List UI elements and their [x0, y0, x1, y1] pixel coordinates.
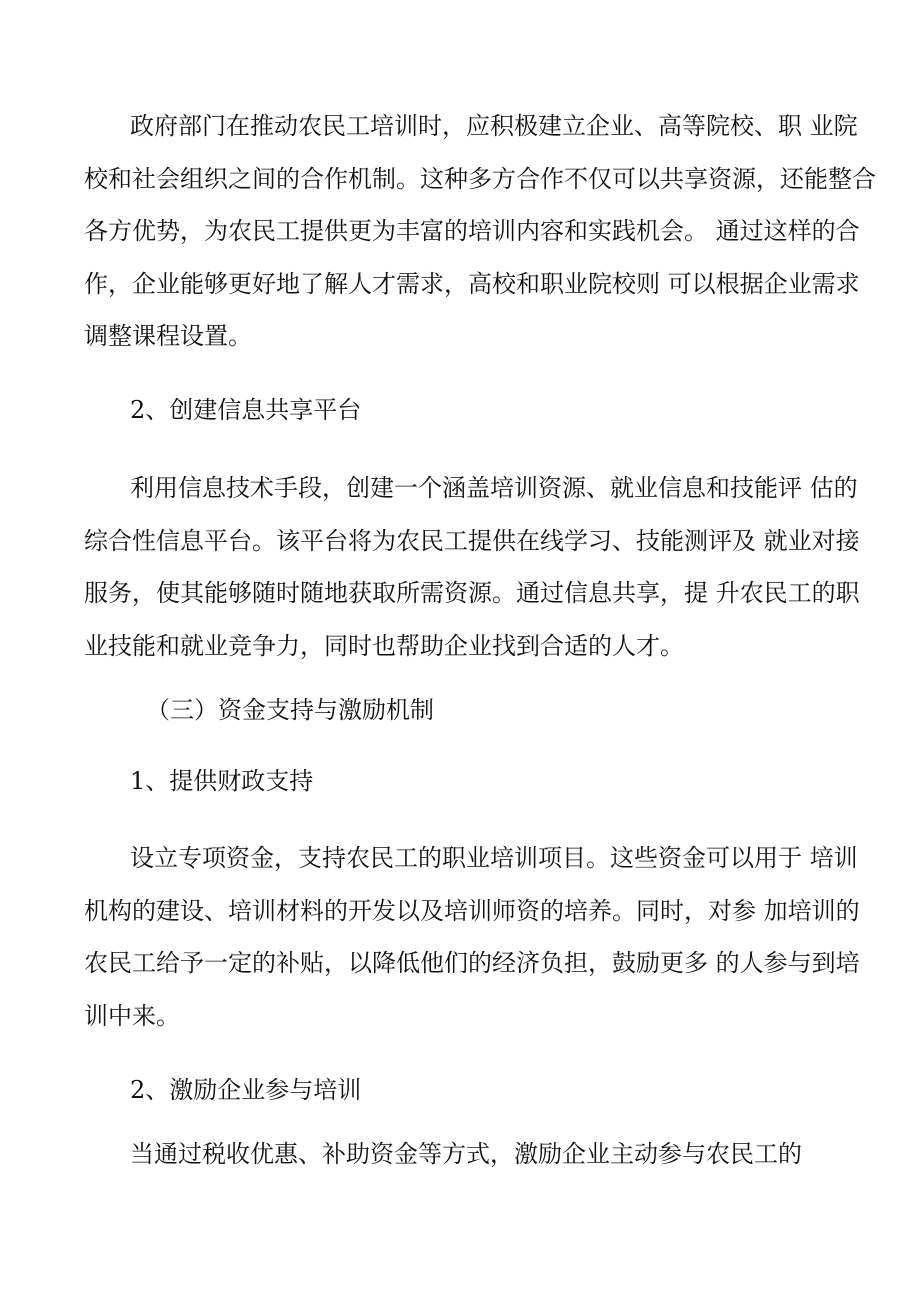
- section-heading: 1、提供财政支持: [130, 767, 314, 795]
- paragraph-line: 服务，使其能够随时随地获取所需资源。通过信息共享，提 升农民工的职: [84, 579, 860, 607]
- heading-enterprise-incentive: [84, 1064, 836, 1117]
- paragraph-line: 作，企业能够更好地了解人才需求，高校和职业院校则 可以根据企业需求: [84, 269, 860, 298]
- heading-funding-section: [84, 684, 836, 737]
- paragraph-line: 调整课程设置。: [84, 322, 252, 350]
- paragraph-line: 设立专项资金，支持农民工的职业培训项目。这些资金可以用于 培训: [130, 844, 858, 872]
- section-heading: 2、创建信息共享平台: [130, 396, 362, 424]
- heading-info-platform: [84, 384, 836, 437]
- paragraph-line: 各方优势，为农民工提供更为丰富的培训内容和实践机会。 通过这样的合: [84, 217, 860, 245]
- heading-financial-support: [84, 755, 836, 808]
- paragraph-financial-support: [84, 832, 860, 1042]
- paragraph-line: 政府部门在推动农民工培训时，应积极建立企业、高等院校、职 业院: [130, 112, 858, 140]
- section-heading: （三）资金支持与激励机制: [146, 696, 434, 724]
- paragraph-line: 农民工给予一定的补贴，以降低他们的经济负担，鼓励更多 的人参与到培: [84, 949, 860, 977]
- paragraph-line: 训中来。: [84, 1001, 180, 1030]
- paragraph-line: 综合性信息平台。该平台将为农民工提供在线学习、技能测评及 就业对接: [84, 526, 860, 555]
- section-heading: 2、激励企业参与培训: [130, 1076, 362, 1104]
- paragraph-line: 利用信息技术手段，创建一个涵盖培训资源、就业信息和技能评 估的: [130, 474, 858, 502]
- paragraph-cooperation: [84, 100, 876, 363]
- paragraph-line: 当通过税收优惠、补助资金等方式，激励企业主动参与农民工的: [130, 1140, 802, 1168]
- paragraph-line: 业技能和就业竞争力，同时也帮助企业找到合适的人才。: [84, 631, 684, 660]
- paragraph-enterprise-incentive: [84, 1128, 836, 1181]
- paragraph-info-platform: [84, 462, 860, 672]
- paragraph-line: 机构的建设、培训材料的开发以及培训师资的培养。同时，对参 加培训的: [84, 896, 860, 925]
- paragraph-line: 校和社会组织之间的合作机制。这种多方合作不仅可以共享资源，还能整合: [84, 164, 876, 193]
